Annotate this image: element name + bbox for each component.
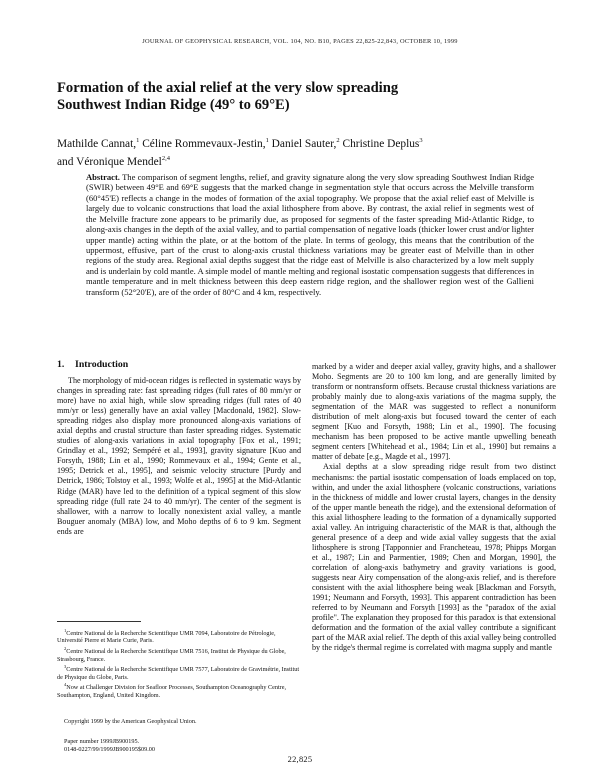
footnote	[57, 681, 301, 699]
footnote-marker: 1	[64, 628, 67, 633]
author-name: Mathilde Cannat,	[57, 137, 137, 150]
section-heading	[57, 359, 128, 370]
article-title	[57, 80, 577, 114]
author-name: Daniel Sauter,	[268, 137, 337, 150]
affiliation-marker: 3	[419, 137, 423, 144]
body-paragraph: The morphology of mid-ocean ridges is reflected in systematic ways by changes in spreading rate: fast spreading ridges (full rates of 80 mm/yr or more) have no axial high, while slow spreading ridges (full rates of 40 mm/yr or less) generally have an axial valley [Macdonald, 1982]. Slow-spreading ridges also display more pronounced along-axis variations of axial depths and crustal structure than faster spreading ridges. Systematic studies of along-axis variations in axial topography [Fox et al., 1991; Grindlay et al., 1992; Sempéré et al., 1993], gravity signature [Kuo and Forsyth, 1988; Lin et al., 1990; Rommevaux et al., 1994; Gente et al., 1995; Detrick et al., 1995], and seismic velocity structure [Purdy and Detrick, 1986; Tolstoy et al., 1993; Wolfe et al., 1995] at the Mid-Atlantic Ridge (MAR) have led to the definition of a typical segment of this slow spreading ridge (full rate 24 to 40 mm/yr). The center of the segment is shallower, with a narrow to locally nonexistent axial valley, a mantle Bouguer anomaly (MBA) low, and Moho depths of 6 to 9 km. Segment ends are	[57, 376, 301, 536]
affiliation-footnotes	[57, 627, 301, 700]
footnote-marker: 2	[64, 646, 67, 652]
body-column-left	[57, 376, 301, 537]
issn-code: 0148-0227/99/1999JB900195$09.00	[64, 745, 155, 753]
author-conjunction: and	[57, 155, 77, 168]
author-name: Véronique Mendel	[76, 155, 162, 168]
footnote-text: Centre National de la Recherche Scientifique UMR 7094, Laboratoire de Pétrologie, Université Pierre et Marie Curie, Paris.	[57, 630, 276, 645]
running-header: JOURNAL OF GEOPHYSICAL RESEARCH, VOL. 104, NO. B10, PAGES 22,825-22,843, OCTOBER 10, 1999	[142, 38, 458, 45]
paper-number: Paper number 1999JB900195.	[64, 738, 140, 745]
affiliation-marker: 1	[136, 137, 140, 144]
body-paragraph: marked by a wider and deeper axial valley, gravity highs, and a shallower Moho. Segments are 20 to 100 km long, and are generally limited by transform or nontransform offsets. Because crustal thickness variations are probably mainly due to along-axis variations of the magma supply, the segmentation of the MAR was suggested to reflect a nonuniform distribution of melt along-axis but focused toward the center of each segment [Kuo and Forsyth, 1988; Lin et al., 1990]. The focusing mechanism has been proposed to be active mantle upwelling beneath segment centers [Whitehead et al., 1984; Lin et al., 1990] but remains a matter of debate [e.g., Magde et al., 1997].	[312, 362, 556, 462]
abstract-label: Abstract.	[86, 172, 120, 182]
footnote-text: Centre National de la Recherche Scientifique UMR 7516, Institut de Physique du Globe, Strasbourg, France.	[57, 648, 286, 663]
affiliation-marker: 2	[336, 137, 340, 144]
section-number: 1.	[57, 359, 65, 370]
author-name: Céline Rommevaux-Jestin,	[139, 137, 266, 150]
copyright-notice: Copyright 1999 by the American Geophysical Union.	[64, 718, 197, 725]
footnote-marker: 4	[64, 682, 67, 688]
abstract-text: The comparison of segment lengths, relief, and gravity signature along the very slow spreading Southwest Indian Ridge (SWIR) between 49°E and 69°E suggests that the marked change in segmentation style that occurs across the Melville transform (60°45'E) reflects a change in the modes of formation of the axial topography. We propose that the axial relief east of Melville is largely due to volcanic constructions that load the axial lithosphere from above. By contrast, the axial relief in segments west of the Melville fracture zone appears to be primarily due, as proposed for segments of the faster spreading Mid-Atlantic Ridge, to along-axis changes in the depth of the axial valley, and to partial compensation of negative loads (thicker lower crust and/or lighter upper mantle) acting within the plate, or at the bottom of the plate. In terms of geology, this means that the contribution of the uppermost, effusive, part of the crust to along-axis crustal thickness variations may be greater east of Melville than in other regions of the study area. Regional axial depths suggest that the ridge east of Melville is also characterized by a low melt supply and is underlain by cold mantle. A simple model of mantle melting and regional isostatic compensation suggests that differences in mantle temperature and in melt thickness between this deep eastern ridge region, and the shallower region west of the Gallieni transform (52°20'E), are of the order of 80°C and 4 km, respectively.	[86, 172, 534, 297]
footnote-text: Now at Challenger Division for Seafloor Processes, Southampton Oceanography Centre, Southampton, England, United Kingdom.	[57, 684, 287, 699]
page-number: 22,825	[287, 755, 313, 764]
footnote-divider	[57, 621, 141, 622]
title-line-1: Formation of the axial relief at the very slow spreading	[57, 80, 399, 96]
author-list	[57, 134, 577, 169]
footnote-text: Centre National de la Recherche Scientifique UMR 7577, Laboratoire de Gravimétrie, Institut de Physique du Globe, Paris.	[57, 666, 300, 681]
footnote	[57, 663, 301, 681]
footnote-marker: 3	[64, 664, 67, 670]
paper-info	[64, 738, 155, 753]
footnote	[57, 627, 301, 645]
footnote	[57, 645, 301, 663]
body-column-right	[312, 362, 556, 653]
abstract	[86, 172, 534, 297]
body-paragraph: Axial depths at a slow spreading ridge result from two distinct mechanisms: the partial isostatic compensation of loads emplaced on top, within, and under the axial lithosphere (volcanic constructions, variations in the thickness of middle and lower crustal layers, changes in the density of the upper mantle beneath the ridge), and the extensional deformation of this axial lithosphere leading to the formation of a dynamically supported axial valley. An intriguing characteristic of the MAR is that, although the general presence of a deep and wide axial valley suggests that the axial lithosphere is strong [Tapponnier and Francheteau, 1978; Phipps Morgan et al., 1987; Lin and Parmentier, 1989; Chen and Morgan, 1990], the correlation of along-axis bathymetry and gravity variations is good, suggests near Airy compensation of the along-axis relief, and is therefore consistent with the axial lithosphere being weak [Blackman and Forsyth, 1991; Neumann and Forsyth, 1993]. This apparent contradiction has been referred to by Neumann and Forsyth [1993] as the "paradox of the axial profile". The explanation they proposed for this paradox is that extensional deformation and the formation of the axial valley contribute a significant part of the MAR axial relief. The depth of this axial valley being controlled by the ridge's thermal regime is correlated with magma supply and mantle	[312, 462, 556, 653]
section-title: Introduction	[75, 359, 129, 370]
author-name: Christine Deplus	[339, 137, 420, 150]
affiliation-marker: 2,4	[161, 154, 170, 162]
affiliation-marker: 1	[265, 137, 269, 144]
title-line-2: Southwest Indian Ridge (49° to 69°E)	[57, 97, 290, 113]
